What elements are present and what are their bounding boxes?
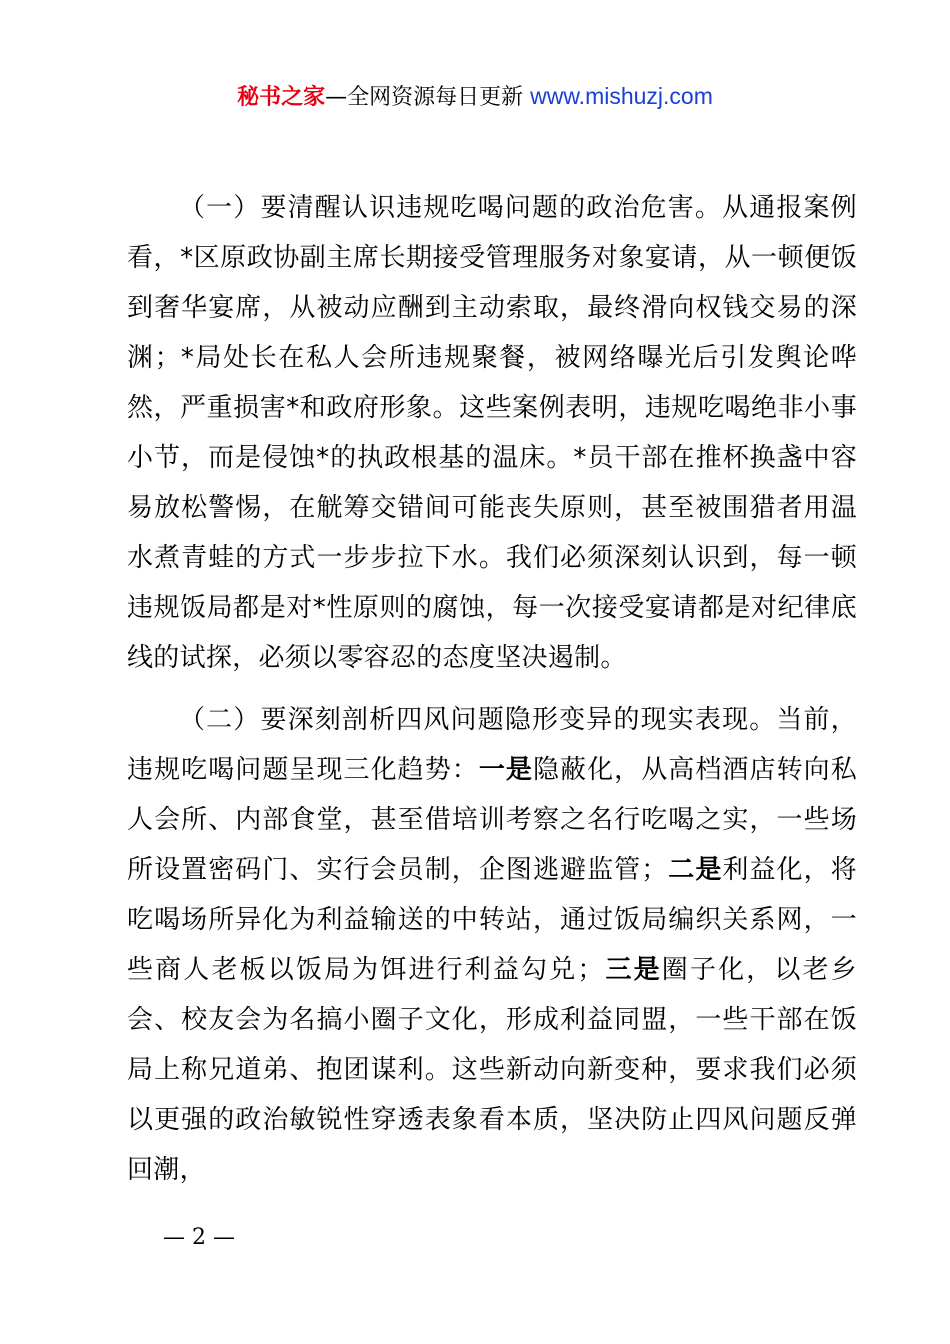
bold-marker-second: 二是: [667, 855, 723, 885]
bold-marker-first: 一是: [478, 755, 533, 785]
document-body: [127, 183, 857, 1207]
website-link[interactable]: www.mishuzj.com: [530, 83, 713, 109]
paragraph-2-text: 圈子化，以老乡会、校友会为名搞小圈子文化，形成利益同盟，一些干部在饭局上称兄道弟、抱团谋利。这些新动向新变种，要求我们必须以更强的政治敏锐性穿透表象看本质，坚决防止四风问题反弹回潮，: [127, 955, 857, 1185]
bold-marker-third: 三是: [603, 955, 662, 985]
page-header: [0, 80, 950, 114]
paragraph-1: （一）要清醒认识违规吃喝问题的政治危害。从通报案例看，*区原政协副主席长期接受管理服务对象宴请，从一顿便饭到奢华宴席，从被动应酬到主动索取，最终滑向权钱交易的深渊；*局处长在私人会所违规聚餐，被网络曝光后引发舆论哗然，严重损害*和政府形象。这些案例表明，违规吃喝绝非小事小节，而是侵蚀*的执政根基的温床。*员干部在推杯换盏中容易放松警惕，在觥筹交错间可能丧失原则，甚至被围猎者用温水煮青蛙的方式一步步拉下水。我们必须深刻认识到，每一顿违规饭局都是对*性原则的腐蚀，每一次接受宴请都是对纪律底线的试探，必须以零容忍的态度坚决遏制。: [127, 193, 857, 673]
brand-name: 秘书之家: [237, 85, 326, 110]
paragraph-2-text: 隐蔽化，从高档酒店转向私人会所、内部食堂，甚至借培训考察之名行吃喝之实，一些场所设置密码门、实行会员制，企图逃避监管；: [127, 755, 857, 885]
paragraph-2: [127, 695, 857, 1195]
paragraph-2-text: （二）要深刻剖析四风问题隐形变异的现实表现。当前，违规吃喝问题呈现三化趋势：: [127, 705, 857, 785]
paragraph-2-text: 利益化，将吃喝场所异化为利益输送的中转站，通过饭局编织关系网，一些商人老板以饭局为饵进行利益勾兑；: [127, 855, 857, 985]
page-number: — 2 —: [163, 1225, 235, 1250]
header-slogan: —全网资源每日更新: [325, 85, 524, 110]
